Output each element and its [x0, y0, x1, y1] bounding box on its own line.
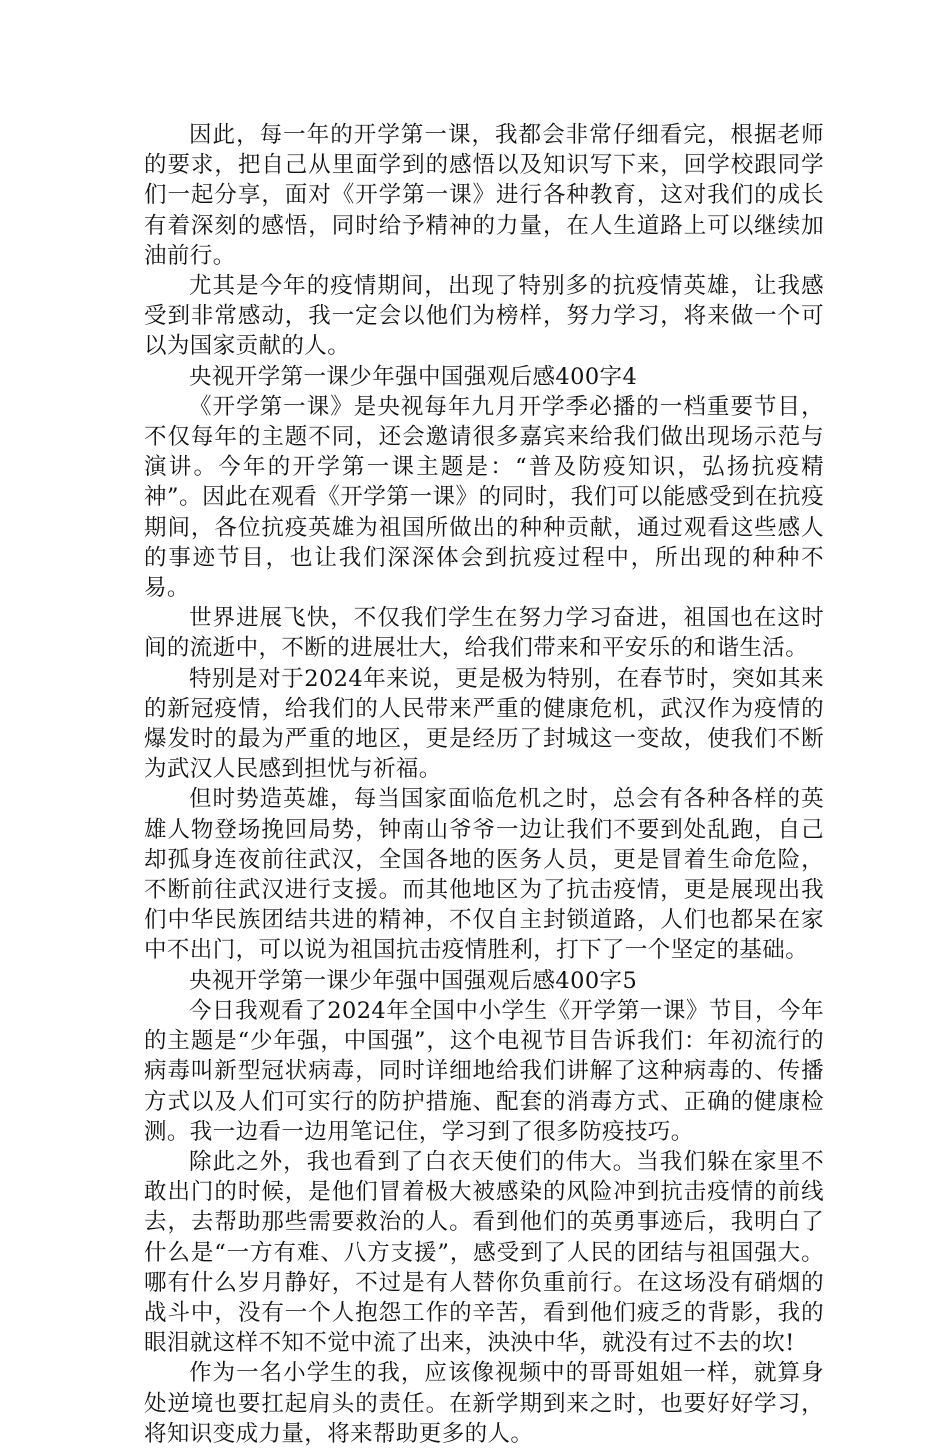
paragraph: 特别是对于2024年来说，更是极为特别，在春节时，突如其来的新冠疫情，给我们的人民带来严重的健康危机，武汉作为疫情的爆发时的最为严重的地区，更是经历了封城这一变故，使我们不断为武汉人民感到担忧与祈福。	[144, 665, 824, 783]
paragraph: 作为一名小学生的我，应该像视频中的哥哥姐姐一样，就算身处逆境也要扛起肩头的责任。在新学期到来之时，也要好好学习，将知识变成力量，将来帮助更多的人。	[144, 1360, 824, 1447]
paragraph: 因此，每一年的开学第一课，我都会非常仔细看完，根据老师的要求，把自己从里面学到的感悟以及知识写下来，回学校跟同学们一起分享，面对《开学第一课》进行各种教育，这对我们的成长有着深刻的感悟，同时给予精神的力量，在人生道路上可以继续加油前行。	[144, 122, 824, 269]
paragraph: 除此之外，我也看到了白衣天使们的伟大。当我们躲在家里不敢出门的时候，是他们冒着极大被感染的风险冲到抗击疫情的前线去，去帮助那些需要救治的人。看到他们的英勇事迹后，我明白了什么是“一方有难、八方支援”，感受到了人民的团结与祖国强大。哪有什么岁月静好，不过是有人替你负重前行。在这场没有硝烟的战斗中，没有一个人抱怨工作的辛苦，看到他们疲乏的背影，我的眼泪就这样不知不觉中流了出来，泱泱中华，就没有过不去的坎!	[144, 1148, 824, 1357]
paragraph: 尤其是今年的疫情期间，出现了特别多的抗疫情英雄，让我感受到非常感动，我一定会以他们为榜样，努力学习，将来做一个可以为国家贡献的人。	[144, 273, 824, 360]
section-heading: 央视开学第一课少年强中国强观后感400字5	[189, 967, 638, 994]
paragraph: 《开学第一课》是央视每年九月开学季必播的一档重要节目，不仅每年的主题不同，还会邀请很多嘉宾来给我们做出现场示范与演讲。今年的开学第一课主题是：“普及防疫知识，弘扬抗疫精神”。因此在观看《开学第一课》的同时，我们可以能感受到在抗疫期间，各位抗疫英雄为祖国所做出的种种贡献，通过观看这些感人的事迹节目，也让我们深深体会到抗疫过程中，所出现的种种不易。	[144, 393, 824, 602]
section-heading: 央视开学第一课少年强中国强观后感400字4	[189, 363, 638, 390]
paragraph: 世界进展飞快，不仅我们学生在努力学习奋进，祖国也在这时间的流逝中，不断的进展壮大，给我们带来和平安乐的和谐生活。	[144, 605, 824, 662]
document-body	[144, 120, 824, 1449]
paragraph: 但时势造英雄，每当国家面临危机之时，总会有各种各样的英雄人物登场挽回局势，钟南山爷爷一边让我们不要到处乱跑，自己却孤身连夜前往武汉，全国各地的医务人员，更是冒着生命危险，不断前往武汉进行支援。而其他地区为了抗击疫情，更是展现出我们中华民族团结共进的精神，不仅自主封锁道路，人们也都呆在家中不出门，可以说为祖国抗击疫情胜利，打下了一个坚定的基础。	[144, 786, 824, 964]
paragraph: 今日我观看了2024年全国中小学生《开学第一课》节目，今年的主题是“少年强，中国强”，这个电视节目告诉我们：年初流行的病毒叫新型冠状病毒，同时详细地给我们讲解了这种病毒的、传播方式以及人们可实行的防护措施、配套的消毒方式、正确的健康检测。我一边看一边用笔记住，学习到了很多防疫技巧。	[144, 997, 824, 1145]
